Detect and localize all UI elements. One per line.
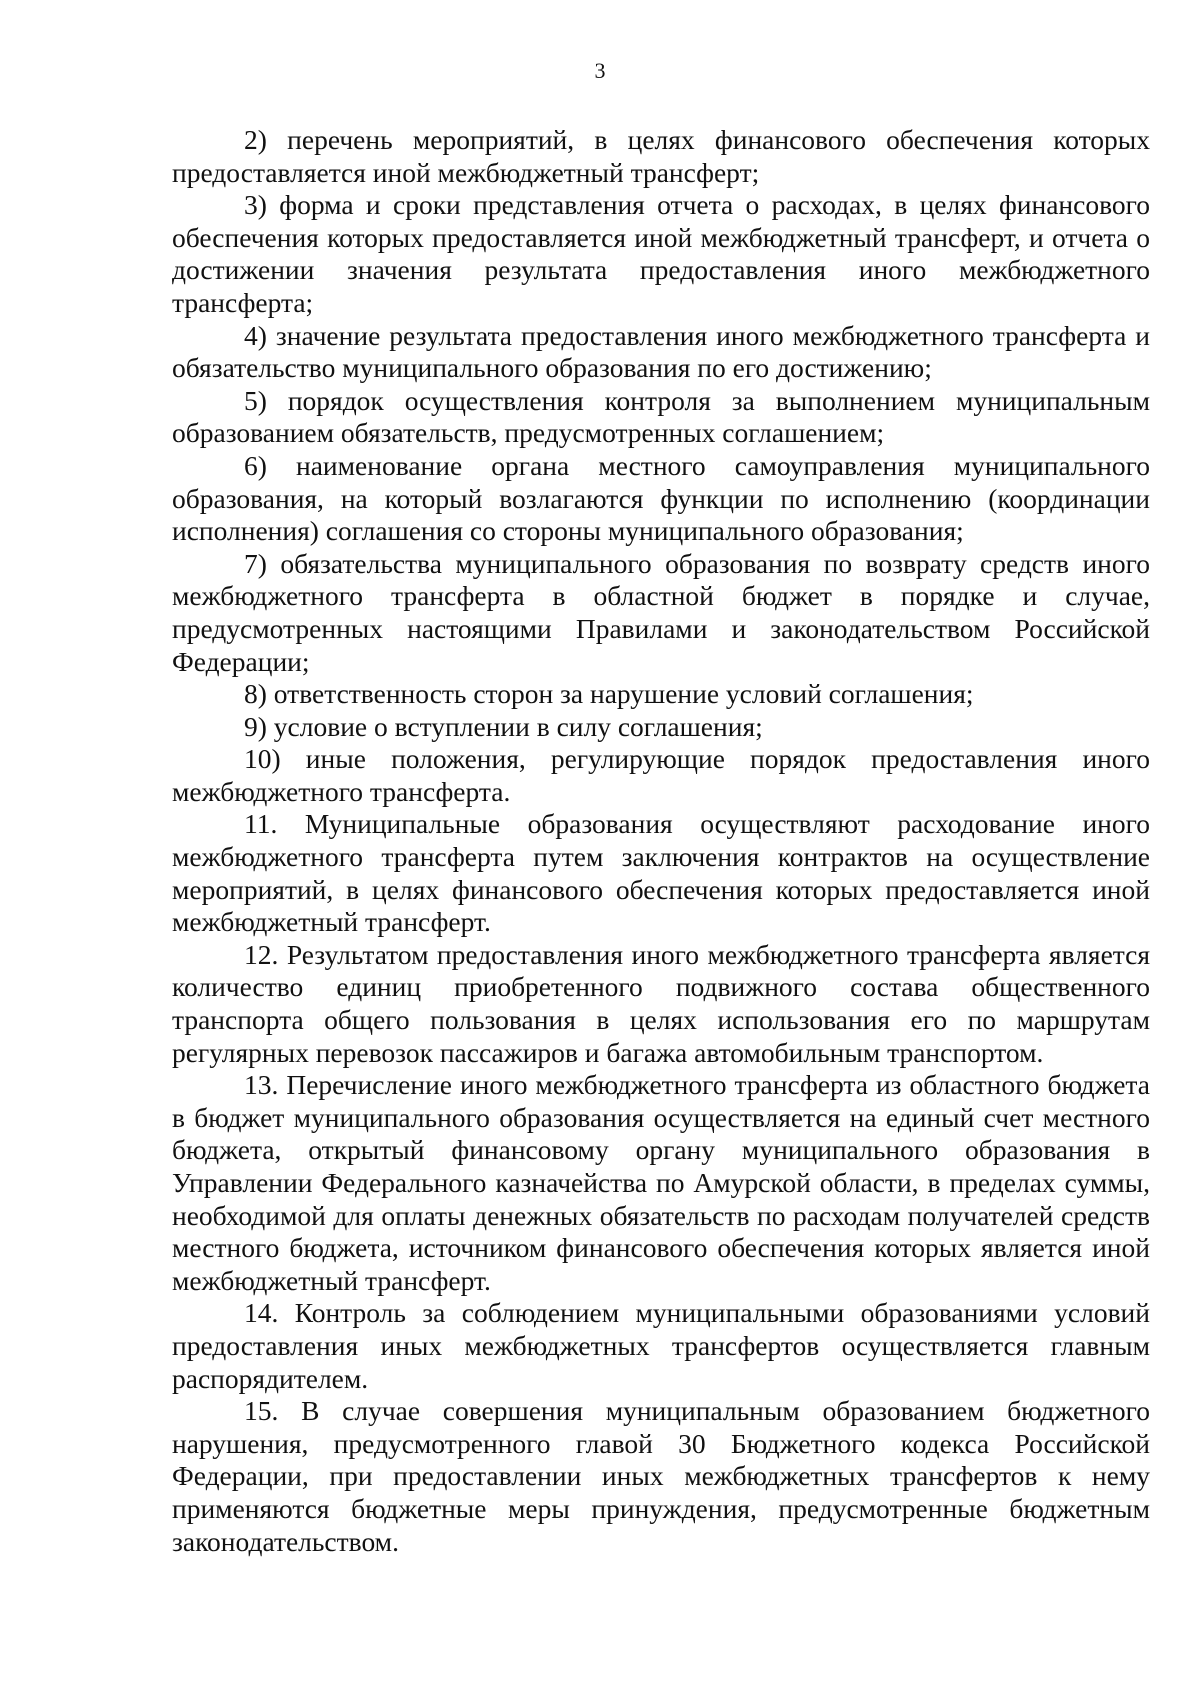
paragraph-item-5: 5) порядок осуществления контроля за выполнением муниципальным образованием обязательств, предусмотренных соглашением; (172, 384, 1150, 449)
paragraph-item-10: 10) иные положения, регулирующие порядок предоставления иного межбюджетного трансферта. (172, 743, 1150, 807)
paragraph-item-7: 7) обязательства муниципального образования по возврату средств иного межбюджетного трансферта в областной бюджет в порядке и случае, предусмотренных настоящими Правилами и законодательством Российской Федерации; (172, 547, 1150, 677)
paragraph-item-2: 2) перечень мероприятий, в целях финансового обеспечения которых предоставляется иной межбюджетный трансферт; (172, 124, 1150, 188)
paragraph-clause-13: 13. Перечисление иного межбюджетного трансферта из областного бюджета в бюджет муниципального образования осуществляется на единый счет местного бюджета, открытый финансовому органу муниципального образования в Управлении Федерального казначейства по Амурской области, в пределах суммы, необходимой для оплаты денежных обязательств по расходам получателей средств местного бюджета, источником финансового обеспечения которых является иной межбюджетный трансферт. (172, 1069, 1150, 1296)
paragraph-item-8: 8) ответственность сторон за нарушение условий соглашения; (244, 678, 974, 710)
paragraph-item-3: 3) форма и сроки представления отчета о расходах, в целях финансового обеспечения которых предоставляется иной межбюджетный трансферт, и отчета о достижении значения результата предоставления иного межбюджетного трансферта; (172, 189, 1150, 318)
paragraph-clause-15: 15. В случае совершения муниципальным образованием бюджетного нарушения, предусмотренного главой 30 Бюджетного кодекса Российской Федерации, при предоставлении иных межбюджетных трансфертов к нему применяются бюджетные меры принуждения, предусмотренные бюджетным законодательством. (172, 1395, 1150, 1557)
document-body (172, 124, 1150, 1558)
paragraph-clause-12: 12. Результатом предоставления иного межбюджетного трансферта является количество единиц приобретенного подвижного состава общественного транспорта общего пользования в целях использования его по маршрутам регулярных перевозок пассажиров и багажа автомобильным транспортом. (172, 938, 1150, 1068)
paragraph-item-9: 9) условие о вступлении в силу соглашения; (244, 710, 763, 742)
paragraph-item-6: 6) наименование органа местного самоуправления муниципального образования, на который возлагаются функции по исполнению (координации исполнения) соглашения со стороны муниципального образования; (172, 449, 1150, 547)
paragraph-clause-11: 11. Муниципальные образования осуществляют расходование иного межбюджетного трансферта путем заключения контрактов на осуществление мероприятий, в целях финансового обеспечения которых предоставляется иной межбюджетный трансферт. (172, 808, 1150, 938)
paragraph-item-4: 4) значение результата предоставления иного межбюджетного трансферта и обязательство муниципального образования по его достижению; (172, 319, 1150, 384)
paragraph-clause-14: 14. Контроль за соблюдением муниципальными образованиями условий предоставления иных межбюджетных трансфертов осуществляется главным распорядителем. (172, 1297, 1150, 1394)
page-number: 3 (594, 58, 606, 83)
